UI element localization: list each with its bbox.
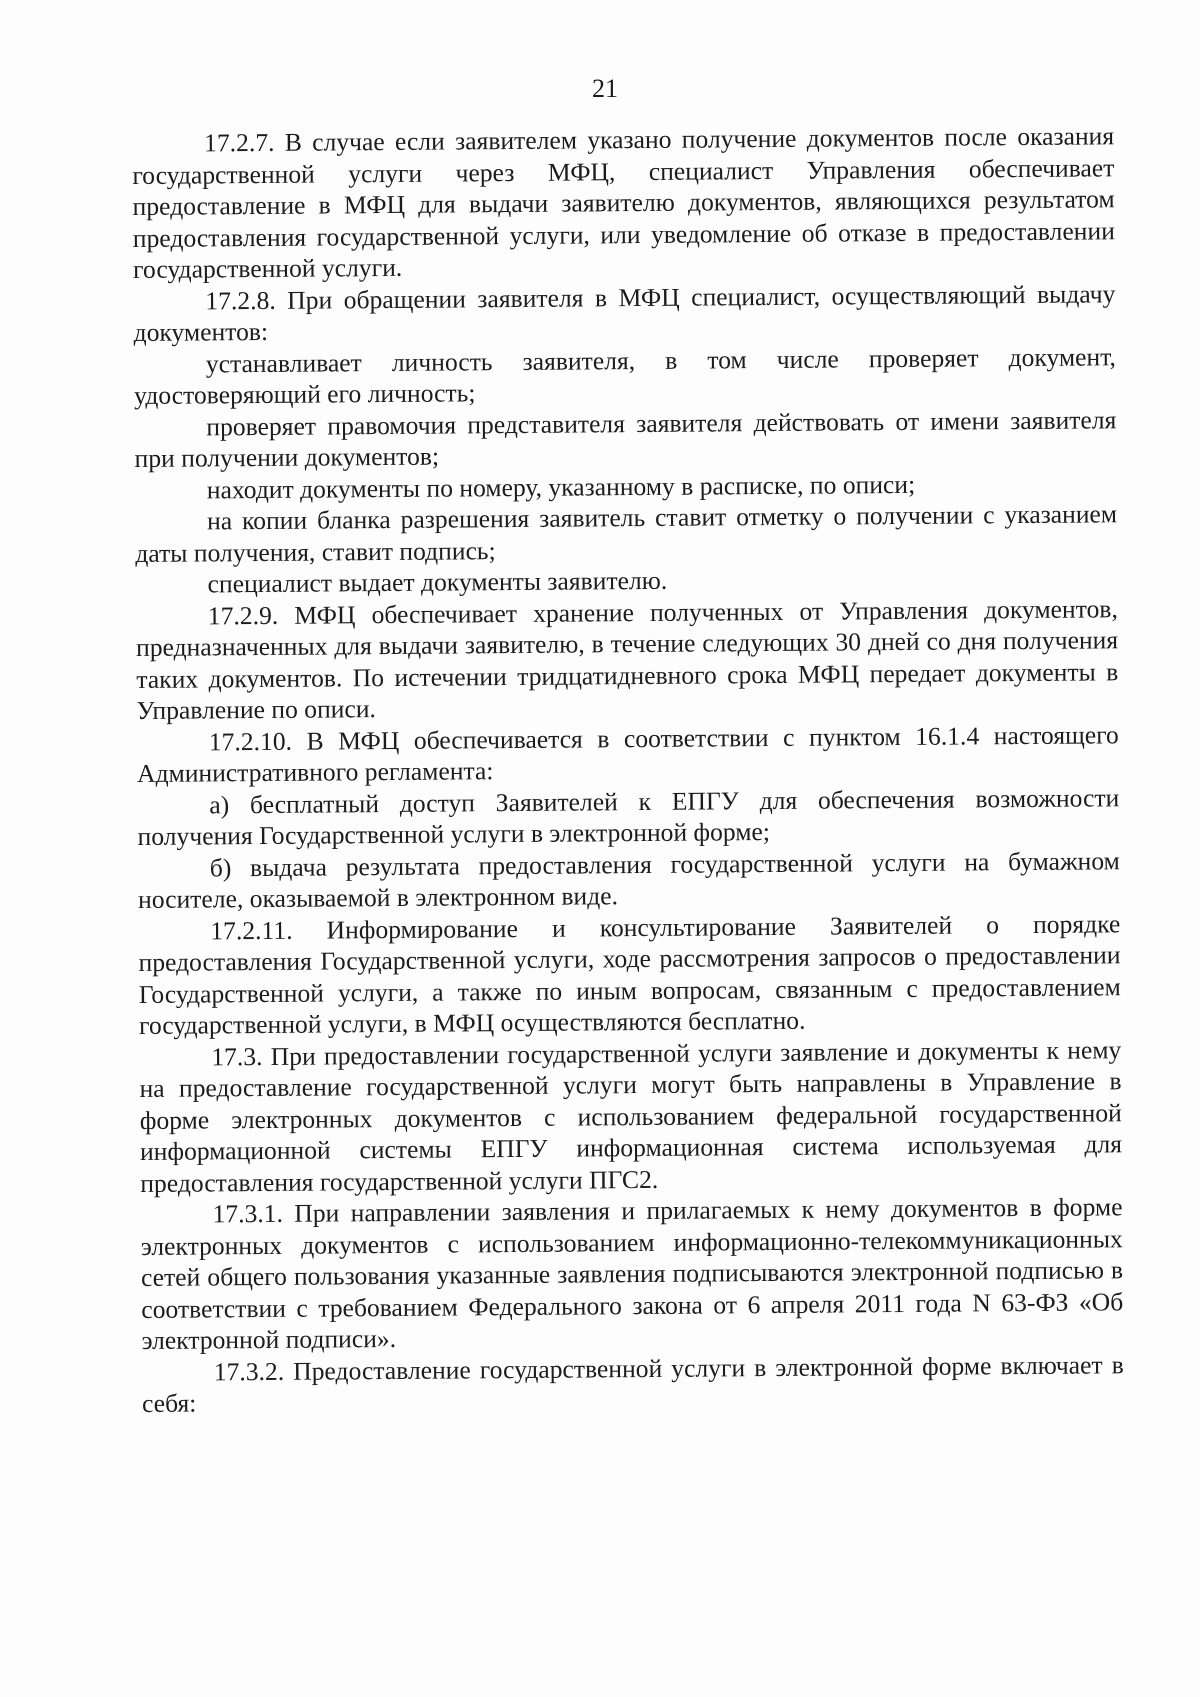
paragraph-item-b: б) выдача результата предоставления государственной услуги на бумажном носителе, оказываемой в электронном виде.: [137, 845, 1120, 914]
paragraph-17-3-1: 17.3.1. При направлении заявления и прилагаемых к нему документов в форме электронных документов с использованием информационно-телекоммуникационных сетей общего пользования указанные заявления подписываются электронной подписью в соответствии с требованием Федерального закона от 6 апреля 2011 года N 63-ФЗ «Об электронной подписи».: [140, 1192, 1124, 1355]
paragraph-17-3-2: 17.3.2. Предоставление государственной услуги в электронной форме включает в себя:: [141, 1349, 1124, 1418]
paragraph-17-2-9: 17.2.9. МФЦ обеспечивает хранение полученных от Управления документов, предназначенных для выдачи заявителю, в течение следующих 30 дней со дня получения таких документов. По истечении тридцатидневного срока МФЦ передает документы в Управление по описи.: [135, 593, 1119, 725]
paragraph-17-2-8: 17.2.8. При обращении заявителя в МФЦ специалист, осуществляющий выдачу документов:: [133, 278, 1116, 347]
paragraph-authority-check: проверяет правомочия представителя заявителя действовать от имени заявителя при получении документов;: [134, 404, 1117, 473]
paragraph-issue-documents: специалист выдает документы заявителю.: [207, 565, 668, 599]
paragraph-item-a: а) бесплатный доступ Заявителей к ЕПГУ для обеспечения возможности получения Государственной услуги в электронной форме;: [137, 782, 1120, 851]
paragraph-17-3: 17.3. При предоставлении государственной услуги заявление и документы к нему на предоставление государственной услуги могут быть направлены в Управление в форме электронных документов с использованием федеральной государственной информационной системы ЕПГУ информационная система используемая для предоставления государственной услуги ПГС2.: [139, 1034, 1123, 1198]
page-number: 21: [592, 74, 618, 103]
paragraph-17-2-11: 17.2.11. Информирование и консультирование Заявителей о порядке предоставления Государственной услуги, ходе рассмотрения запросов о предоставлении Государственной услуги, а также по иным вопросам, связанным с предоставлением государственной услуги, в МФЦ осуществляются бесплатно.: [138, 908, 1121, 1040]
paragraph-17-2-10: 17.2.10. В МФЦ обеспечивается в соответствии с пунктом 16.1.4 настоящего Административного регламента:: [136, 719, 1119, 788]
paragraph-find-documents: находит документы по номеру, указанному в расписке, по описи;: [206, 469, 916, 504]
paragraph-17-2-7: 17.2.7. В случае если заявителем указано получение документов после оказания государственной услуги через МФЦ, специалист Управления обеспечивает предоставление в МФЦ для выдачи заявителю документов, являющихся результатом предоставления государственной услуги, или уведомление об отказе в предоставлении государственной услуги.: [132, 121, 1115, 284]
paragraph-identity-check: устанавливает личность заявителя, в том числе проверяет документ, удостоверяющий его личность;: [133, 341, 1116, 410]
document-body: [132, 120, 1124, 1419]
paragraph-receipt-mark: на копии бланка разрешения заявитель ставит отметку о получении с указанием даты получения, ставит подпись;: [135, 499, 1118, 568]
